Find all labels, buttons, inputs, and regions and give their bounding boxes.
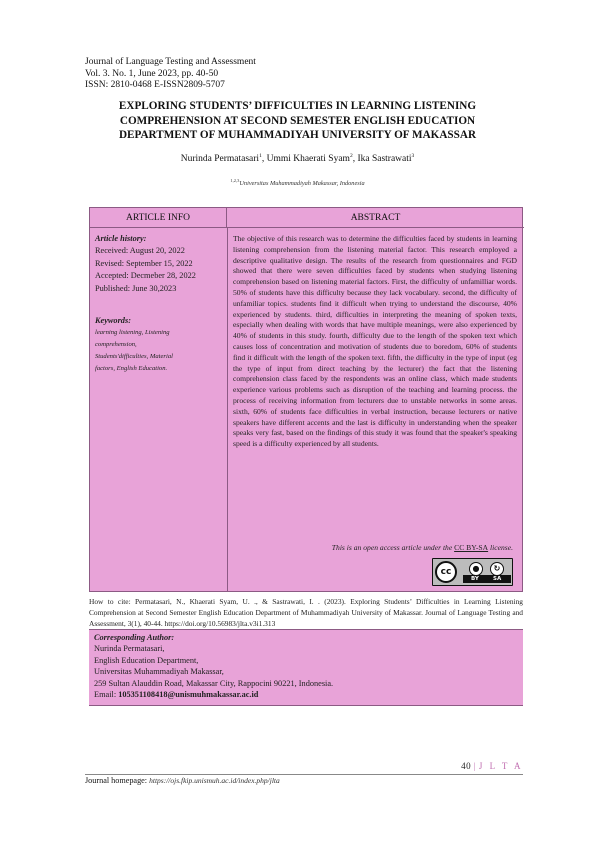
footer-rule [85,774,523,775]
corresponding-address: 259 Sultan Alauddin Road, Makassar City, Rappocini 90221, Indonesia. [94,678,334,688]
page-number-block [461,761,523,771]
author-list [0,153,595,164]
person-icon: ● [469,562,483,576]
author-1-affil: 1 [259,153,262,159]
journal-issn: ISSN: 2810-0468 E-ISSN2809-5707 [85,80,225,90]
keyword-line: factors, English Education. [95,365,168,373]
abstract-text: The objective of this research was to determine the difficulties faced by students in learning listening comprehension from the listening material factor. This research employed a descriptive qualitative design. The results of the research from questionnaires and FGD showed that there were seven difficulties faced by students when studying listening comprehension based on listening material factors. First, the difficulty of unfamilliar words. 50% of students have this difficulty because they lack vocabulary. second, the difficulty of unfamiliar topics. students find it difficult when trying to understand the discourse, 40% experienced by students. third, difficulties in interpreting the meaning of spoken texts, especially when dealing with words that have multiple meanings, were also experienced by 40% of students in this study. fourth, difficulty due to the length of the spoken text which causes loss of concentration and motivation of students due to boredom, 60% of students find it difficult with the length of the spoken text. fifth, the difficulty in the type of input (eg the type of input from direct teaching by the lecturer) the fact that the listening comprehension class faced by the respondents was an online class, which made students experience various problems such as disruption of the teaching and learning process. the process of receiving information from lecturers due to unstable networks in some areas. sixth, 60% of students face difficulties in verbal instruction, because lecturers or native speakers have different accents and the last is difficulty in understanding when the speaker speaks very fast, based on the findings of this study it was found that the speaker's speaking speed is a difficulty experienced by all students. [233,234,517,449]
article-info-heading: ARTICLE INFO [90,208,227,228]
cc-by-label: BY [471,576,479,582]
journal-header [85,57,256,92]
article-history-label: Article history: [95,234,147,243]
keywords-list [95,327,225,375]
corresponding-dept: English Education Department, [94,655,199,665]
author-3: Ika Sastrawati [357,154,412,165]
spacer [95,295,225,315]
accepted-date: Accepted: Decmeber 28, 2022 [95,271,196,281]
corresponding-univ: Universitas Muhammadiyah Makassar, [94,667,224,677]
corresponding-email-line [94,689,333,700]
affiliation-marker: 1,2,3 [230,178,240,183]
author-2: Ummi Khaerati Syam [266,154,350,165]
title-line-3: DEPARTMENT OF MUHAMMADIYAH UNIVERSITY OF MAKASSAR [118,129,477,141]
affiliation [0,178,595,187]
corresponding-author-details [94,632,333,700]
keywords-label: Keywords: [95,316,131,326]
cc-icon: cc [435,561,457,583]
license-note [332,543,513,552]
column-divider [227,228,228,592]
page-separator: | [473,761,477,771]
homepage-label: Journal homepage: [85,776,150,785]
author-3-affil: 3 [411,153,415,159]
title-line-1: EXPLORING STUDENTS’ DIFFICULTIES IN LEARNING LISTENING [118,100,477,112]
cc-label-bar [463,575,511,583]
title-line-2: COMPREHENSION AT SECOND SEMESTER ENGLISH EDUCATION [119,114,476,127]
author-1: Nurinda Permatasari [180,154,260,165]
page-number: 40 [461,761,472,771]
journal-name: Journal of Language Testing and Assessment [85,57,256,67]
license-prefix: This is an open access article under the [331,543,455,552]
author-2-affil: 2 [349,153,353,159]
email-link[interactable]: 105351108418@unismuhmakassar.ac.id [118,690,259,700]
license-link[interactable]: CC BY-SA [454,543,489,552]
keyword-line: learning listening, Listening [95,329,170,337]
revised-date: Revised: September 15, 2022 [95,258,193,268]
article-info-column [95,233,225,375]
corresponding-name: Nurinda Permatasari, [94,644,165,654]
homepage-link[interactable]: https://ojs.fkip.unismuh.ac.id/index.php/jlta [149,776,280,785]
abstract-heading: ABSTRACT [227,208,524,228]
affiliation-text: Universitas Muhammadiyah Makassar, Indonesia [239,180,365,188]
author-separator: , [352,154,358,165]
article-info-table [89,207,523,592]
cc-sa-label: SA [493,576,502,582]
keyword-line: comprehension, [95,341,137,349]
footer [85,776,280,785]
corresponding-author-box [89,629,523,706]
cc-by-sa-badge[interactable] [432,558,513,586]
keyword-line: Students'difficulties, Material [95,353,173,361]
journal-volume: Vol. 3. No. 1, June 2023, pp. 40-50 [85,68,219,79]
paper-title [60,99,535,143]
license-suffix: license. [488,543,513,552]
received-date: Received: August 20, 2022 [95,246,185,256]
share-alike-icon: ↻ [490,562,504,576]
corresponding-label: Corresponding Author: [94,633,175,642]
journal-abbr: J L T A [478,761,523,771]
published-date: Published: June 30,2023 [95,283,177,293]
author-separator: , [261,154,267,165]
how-to-cite: How to cite: Permatasari, N., Khaerati Syam, U. ., & Sastrawati, I. . (2023). Exploring Students’ Difficulties in Learning Listening Comprehension at Second Semester English Education Department of Muhammadiyah University of Makassar. Journal of Language Testing and Assessment, 3(1), 40-44. https://doi.org/10.56983/jlta.v3i1.313 [89,597,523,628]
email-label: Email: [94,690,119,700]
